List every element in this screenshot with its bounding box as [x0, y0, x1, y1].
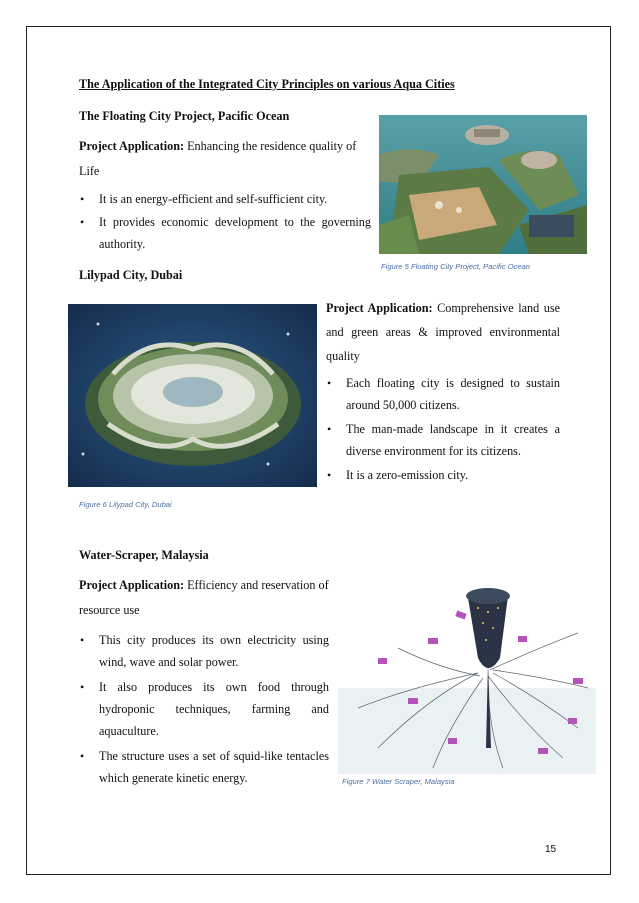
lilypad-image [68, 304, 317, 487]
lilypad-application: Project Application: Comprehensive land use and green areas & improved environmental quality [326, 301, 560, 363]
figure-5-caption: Figure 5 Floating City Project, Pacific Ocean [381, 262, 530, 271]
application-label: Project Application: [79, 578, 185, 592]
list-item: • It is an energy-efficient and self-sufficient city. [80, 192, 328, 206]
floating-city-heading: The Floating City Project, Pacific Ocean [79, 109, 290, 123]
list-item: • The man-made landscape in it creates a diverse environment for its citizens. [327, 422, 560, 458]
figure-7-caption: Figure 7 Water Scraper, Malaysia [342, 777, 455, 786]
page-title: The Application of the Integrated City Principles on various Aqua Cities [79, 77, 455, 91]
list-item: • It also produces its own food through hydroponic techniques, farming and aquaculture. [80, 680, 329, 738]
list-item: • This city produces its own electricity using wind, wave and solar power. [80, 633, 329, 669]
lilypad-bullets [326, 372, 560, 486]
figure-6-caption: Figure 6 Lilypad City, Dubai [79, 500, 172, 509]
page-number: 15 [545, 844, 557, 855]
application-label: Project Application: [79, 139, 185, 153]
list-item: • It provides economic development to the governing authority. [80, 215, 371, 251]
application-label: Project Application: [326, 301, 433, 315]
list-item: • It is a zero-emission city. [327, 468, 469, 482]
list-item: • Each floating city is designed to sustain around 50,000 citizens. [327, 376, 560, 412]
floating-city-application: Project Application: Enhancing the residence quality of Life [79, 139, 357, 178]
floating-city-bullets [79, 188, 371, 255]
waterscraper-bullets [79, 629, 329, 789]
lilypad-heading: Lilypad City, Dubai [79, 268, 183, 282]
water-scraper-image [338, 578, 596, 774]
list-item: • The structure uses a set of squid-like tentacles which generate kinetic energy. [80, 749, 329, 785]
waterscraper-heading: Water-Scraper, Malaysia [79, 548, 209, 562]
waterscraper-application: Project Application: Efficiency and reservation of resource use [79, 578, 329, 617]
floating-city-image [379, 115, 587, 254]
